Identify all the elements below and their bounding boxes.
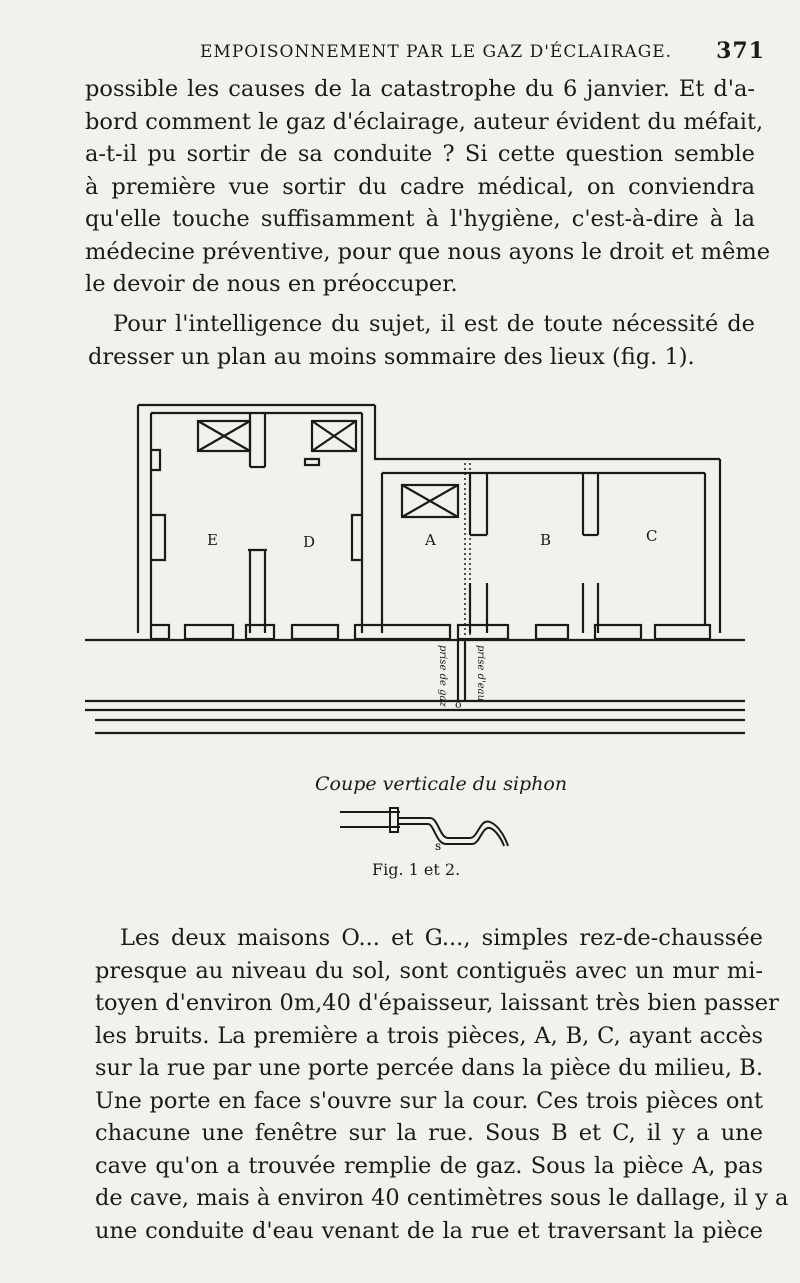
page-number: 371	[716, 38, 765, 64]
text-line: Pour l'intelligence du sujet, il est de toute nécessité de	[113, 311, 755, 337]
text-line: toyen d'environ 0m,40 d'épaisseur, laissant très bien passer	[95, 990, 779, 1016]
paragraph-2	[88, 308, 755, 373]
text-line: chacune une fenêtre sur la rue. Sous B et C, il y a une	[95, 1120, 763, 1146]
text-line: Une porte en face s'ouvre sur la cour. Ces trois pièces ont	[95, 1087, 763, 1114]
text-line: sur la rue par une porte percée dans la pièce du milieu, B.	[95, 1055, 763, 1081]
text-line: à première vue sortir du cadre médical, on conviendra	[85, 173, 755, 200]
room-label-c: C	[646, 527, 658, 545]
text-line: Les deux maisons O... et G..., simples rez-de-chaussée	[120, 925, 763, 951]
text-line: cave qu'on a trouvée remplie de gaz. Sous la pièce A, pas	[95, 1152, 763, 1179]
text-line: dresser un plan au moins sommaire des lieux (fig. 1).	[88, 343, 695, 370]
text-line: a-t-il pu sortir de sa conduite ? Si cette question semble	[85, 141, 755, 167]
label-prise-eau: prise d'eau	[475, 645, 486, 702]
room-label-e: E	[207, 531, 218, 549]
running-title: EMPOISONNEMENT PAR LE GAZ D'ÉCLAIRAGE.	[200, 42, 673, 62]
text-line: qu'elle touche suffisamment à l'hygiène, c'est-à-dire à la	[85, 206, 755, 232]
room-label-b: B	[540, 531, 552, 549]
siphon-label: s	[435, 839, 442, 853]
siphon-figure	[330, 800, 530, 855]
paragraph-1	[85, 73, 771, 301]
text-line: le devoir de nous en préoccuper.	[85, 271, 458, 297]
label-prise-gaz: prise de gaz	[437, 645, 448, 707]
text-line: presque au niveau du sol, sont contiguës avec un mur mi-	[95, 957, 763, 984]
wall	[375, 405, 720, 459]
figure-caption: Fig. 1 et 2.	[372, 860, 461, 879]
text-line: les bruits. La première a trois pièces, A, B, C, ayant accès	[95, 1022, 763, 1049]
room-label-a: A	[425, 531, 436, 549]
section-title: Coupe verticale du siphon	[315, 773, 568, 795]
text-line: possible les causes de la catastrophe du 6 janvier. Et d'a-	[85, 76, 755, 102]
text-line: de cave, mais à environ 40 centimètres sous le dallage, il y a	[95, 1185, 789, 1211]
running-head	[195, 40, 765, 68]
paragraph-3	[95, 922, 789, 1247]
room-label-d: D	[303, 533, 316, 551]
text-line: médecine préventive, pour que nous ayons le droit et même	[85, 238, 771, 265]
text-line: une conduite d'eau venant de la rue et traversant la pièce	[95, 1217, 763, 1244]
text-line: bord comment le gaz d'éclairage, auteur évident du méfait,	[85, 108, 764, 135]
label-o: o	[455, 698, 462, 711]
floor-plan-figure	[0, 385, 800, 785]
